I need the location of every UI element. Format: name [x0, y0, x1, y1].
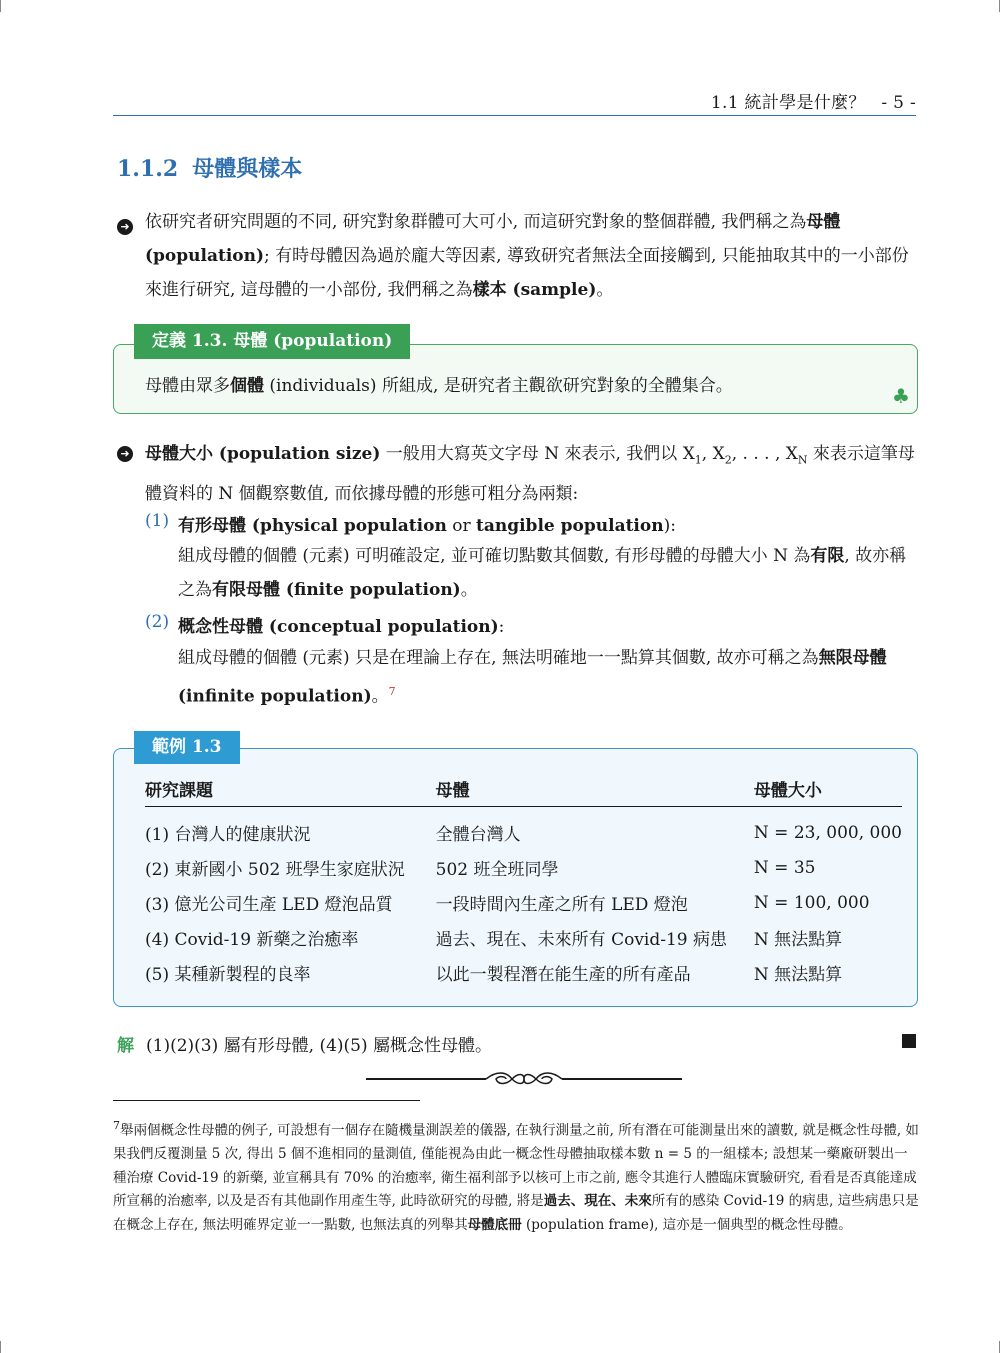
section-title: 1.1.2 母體與樣本: [117, 156, 303, 182]
arrow-bullet-icon: ➜: [117, 446, 133, 462]
table-cell: (4) Covid-19 新藥之治癒率: [145, 930, 359, 950]
table-cell: 一段時間內生產之所有 LED 燈泡: [435, 895, 688, 915]
header-rule: [113, 115, 916, 116]
table-cell: (3) 億光公司生產 LED 燈泡品質: [145, 895, 393, 915]
table-row: [145, 955, 902, 990]
table-cell: 全體台灣人: [435, 825, 521, 845]
definition-label: 定義 1.3. 母體 (population): [134, 324, 410, 359]
item-heading: 概念性母體 (conceptual population):: [178, 617, 505, 637]
running-header: [113, 88, 916, 116]
solution-text: (1)(2)(3) 屬有形母體, (4)(5) 屬概念性母體。: [146, 1036, 493, 1056]
paragraph-population: 依研究者研究問題的不同, 研究對象群體可大可小, 而這研究對象的整個群體, 我們稱之為母體 (population); 有時母體因為過於龐大等因素, 導致研究者無法全面接觸到, 只能抽取其中的一小部份來進行研究, 這母體的一小部份, 我們稱之為樣本 (sample)。: [145, 212, 909, 300]
table-cell: 502 班全班同學: [435, 860, 559, 880]
footnote: $^7$舉兩個概念性母體的例子, 可設想有一個存在隨機量測誤差的儀器, 在執行測量之前, 所有潛在可能測量出來的讀數, 就是概念性母體, 如果我們反覆測量 5 次, 得出 5 個不進相同的量測值, 僅能視為由此一概念性母體抽取樣本數 n = 5 的一組樣本; 設想某一藥廠研製出一種治療 Covid-19 的新藥, 並宣稱具有 70% 的治癒率, 衛生福利部予以核可上市之前, 應令其進行人體臨床實驗研究, 看看是否真能達成所宣稱的治癒率, 以及是否有其他副作用產生等, 此時欲研究的母體, 將是過去、現在、未來所有的感染 Covid-19 的病患, 這些病患只是在概念上存在, 無法明確界定並一一點數, 也無法真的列舉其母體底冊 (population frame), 這亦是一個典型的概念性母體。: [113, 1119, 919, 1233]
column-header: 母體: [436, 770, 754, 807]
table-cell: 以此一製程潛在能生產的所有產品: [435, 965, 691, 985]
footnote-rule: [113, 1100, 420, 1101]
example-table: [145, 770, 902, 990]
item-body: 組成母體的個體 (元素) 只是在理論上存在, 無法明確地一一點算其個數, 故亦可稱之為無限母體 (infinite population)。$^7$: [178, 648, 887, 707]
table-row: [145, 920, 902, 955]
table-cell: N 無法點算: [753, 930, 843, 950]
item-number: (1): [145, 511, 170, 531]
table-cell: N = 23, 000, 000: [753, 822, 902, 843]
table-row: [145, 807, 902, 851]
example-label: 範例 1.3: [134, 731, 240, 764]
solution: [117, 1031, 492, 1056]
table-row: [145, 885, 902, 920]
table-cell: N = 35: [753, 857, 816, 878]
item-heading: 有形母體 (physical population or tangible population):: [178, 516, 676, 536]
table-cell: (5) 某種新製程的良率: [145, 965, 311, 985]
column-header: 研究課題: [145, 770, 436, 807]
table-cell: (2) 東新國小 502 班學生家庭狀況: [145, 860, 405, 880]
table-cell: N 無法點算: [753, 965, 843, 985]
item-body: 組成母體的個體 (元素) 可明確設定, 並可確切點數其個數, 有形母體的母體大小 N 為有限, 故亦稱之為有限母體 (finite population)。: [178, 546, 907, 600]
table-cell: 過去、現在、未來所有 Covid-19 病患: [435, 930, 728, 950]
item-number: (2): [145, 612, 170, 632]
crop-mark: [0, 1341, 1, 1353]
paragraph-population-size: 母體大小 (population size) 一般用大寫英文字母 N 來表示, 我們以 $X_1$, $X_2$, . . . , $X_N$ 來表示這筆母體資料的 N 個觀察數值, 而依據母體的形態可粗分為兩類:: [145, 444, 915, 505]
page-number: - 5 -: [881, 93, 916, 113]
club-icon: ♣: [892, 384, 910, 408]
column-header: 母體大小: [754, 770, 902, 807]
table-cell: (1) 台灣人的健康狀況: [145, 825, 311, 845]
table-row: [145, 850, 902, 885]
footnote-ref[interactable]: 7: [388, 685, 396, 698]
qed-square-icon: [902, 1034, 916, 1048]
arrow-bullet-icon: ➜: [117, 219, 133, 235]
ornament-divider-icon: [366, 1069, 682, 1089]
table-header-row: [145, 770, 902, 807]
solution-label: 解: [117, 1036, 134, 1056]
header-section: 1.1 統計學是什麼？: [710, 93, 866, 113]
crop-mark: [0, 0, 1, 12]
table-cell: N = 100, 000: [753, 892, 870, 913]
footnote-marker: 7: [113, 1119, 120, 1132]
definition-text: 母體由眾多個體 (individuals) 所組成, 是研究者主觀欲研究對象的全體集合。: [145, 376, 733, 396]
